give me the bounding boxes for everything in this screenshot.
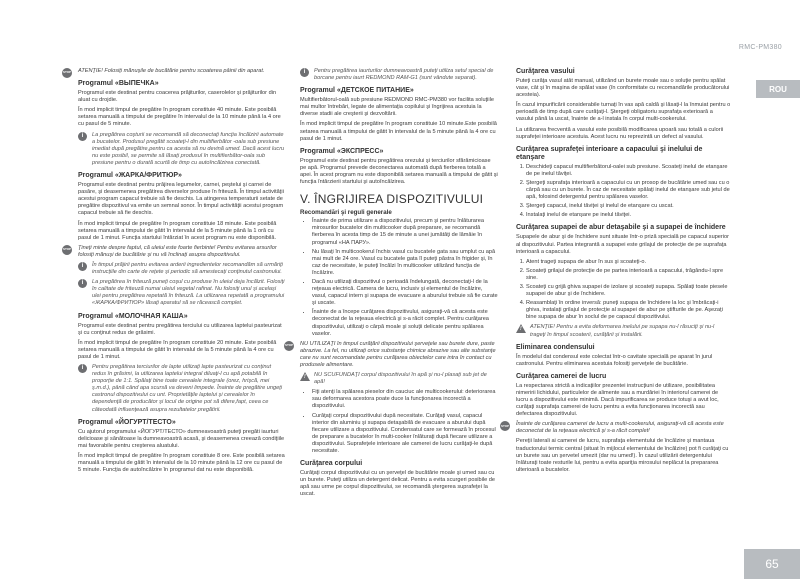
column-1 xyxy=(62,68,286,477)
heading: Programul «ВЫПЕЧКА» xyxy=(78,80,159,88)
warning-note xyxy=(284,340,498,369)
paragraph: Programul este destinat pentru coacerea prăjiturilor, caserolelor şi prăjiturilor din aluat cu drojdie. xyxy=(78,90,277,104)
paragraph: În mod implicit timpul de pregătire în program constituie 18 minute. Este posibilă setarea manuală a timpului de gătit în intervalul de la 5 minute până la 1 oră cu pasul de 1 minut. Funcţia startului întârziat în acest program nu este disponibilă. xyxy=(78,220,277,241)
numbered-list xyxy=(516,164,731,220)
heading: Programul «ДЕТСКОЕ ПИТАНИЕ» xyxy=(300,87,414,95)
paragraph: În mod implicit timpul de pregătire în program constituie 20 minute. Este posibilă setarea manuală a timpului de gătit în intervalul de la 5 minute până la 4 ore cu pasul de 1 minut. xyxy=(78,339,277,360)
heading: Curăţarea supapei de abur detaşabile şi a supapei de închidere xyxy=(516,224,726,232)
paragraph: Programul este destinat pentru prăjirea legumelor, carnei, peştelui şi carnei de pasăre, şi deasemenea pregătirea diverselor produse în friteuză. În timpul activităţii acestui program capacul trebuie să fie deschis. La atingerea temperaturii setate de pregătire dispozitivul va emite un semnal sonor. În timpul activităţii acestui program capacul trebuie să fie deschis. xyxy=(78,182,284,217)
list-item: 3. Scoateţi cu grijă ghiva supapei de izolare şi scoateţi supapa. Spălaţi toate piesele supapei de abur şi de închidere. xyxy=(526,284,731,298)
column-2 xyxy=(284,68,498,502)
info-note xyxy=(78,364,286,414)
note-text: Pentru pregătirea terciurilor de lapte utilizaţi lapte pasteurizat cu conţinut redus în grăsimi, la utilizarea laptelui integral diluaţi-l cu apă potabilă în proporţie de 1:1. Spălaţi bine toate cerealele integrale (orez, hrişcă, mei ş.m.d.), până când apa scursă va deveni limpede. Înainte de pregătire ungeţi castronul dispozitivului cu unt. Proprietăţile laptelui şi cerealelor în dependenţă de producător şi locul de origine pot să difere,fapt, ceea ce câteodată influenţează asupra rezultatelor pregătirii. xyxy=(92,364,282,413)
warning-note xyxy=(62,244,286,259)
heading: Curăţarea suprafeţei interioare a capacului şi inelului de etanşare xyxy=(516,145,703,161)
list-item: • Dacă nu utilizaţi dispozitivul o perioadă îndelungată, deconectaţi-l de la reţeaua electrică. Camera de lucru, inclusiv şi elementul de încălzire, vasul, capacul intern şi supapa de evacuare a aburului trebuie să fie curate şi uscate. xyxy=(312,279,498,307)
paragraph: În cazul impurificării considerabile turnaţi în vas apă caldă şi lăsaţi-l la înmuiat pentru o perioadă de timp după care curăţaţi-l. Ştergeţi obligatoriu suprafaţa exterioară a vasului până la uscat, înainte de a-l instala în corpul multi-cookerului. xyxy=(516,102,731,123)
model-label: RMC-PM380 xyxy=(738,44,782,51)
paragraph: Cu ajutorul programului «ЙОГУРТ/ТЕСТО» dumneavoastră puteţi pregăti iaurturi delicioase şi sănătoase la dumneavoastră acasă, şi deasemenea creează condiţiile mai favorabile pentru creşterea aluatului. xyxy=(78,428,285,449)
info-icon: i xyxy=(78,364,87,373)
list-item: 4. Reasamblaţi în ordine inversă: puneţi supapa de închidere la loc şi îmbrăcaţi-i ghiva, instalaţi grilajul de protecţie al supapei de abur pe ştifturile de pe. Aşezaţi bine supapa de abur în soclul de pe capacul dispozitivului. xyxy=(526,300,731,321)
list-item: • Înainte de a începe curăţarea dispozitivului, asiguraţi-vă că acesta este deconectat de la reţeaua electrică şi s-a răcit complet. Pentru curăţarea dispozitivului, utilizaţi o cârpă moale şi soluţii delicate pentru spălarea vaselor. xyxy=(312,309,498,337)
heading: Programul «ЙОГУРТ/ТЕСТО» xyxy=(78,418,176,426)
heading: Programul «МОЛОЧНАЯ КАША» xyxy=(78,312,188,320)
note-text: La pregătirea în friteuză puneţi coşul cu produse în uleiul deja încălzit. Folosiţi în calitate de friteuză numai uleiul vegetal rafinat. Nu folosiţi unul şi acelaşi ulei pentru pregătirea repetată în friteuză. La utilizarea repetată a programului «ЖАРКА/ФРИТЮР» lăsaţi aparatul să se răcească complet. xyxy=(92,279,285,307)
numbered-list xyxy=(516,259,731,322)
info-note xyxy=(78,279,286,307)
stop-icon: STOP xyxy=(62,245,72,255)
heading: Curăţarea vasului xyxy=(516,68,575,75)
page-number: 65 xyxy=(744,549,800,579)
info-icon: i xyxy=(78,279,87,288)
heading: Programul «ЭКСПРЕСС» xyxy=(300,147,384,155)
warning-text: NU UTILIZAŢI în timpul curăţării dispozitivului şerveţele sau burete dure, paste abrazive. La fel, nu utilizaţi orice substanţe chimice abrazive sau alte substanţe care nu sunt recomandate pentru curăţarea obiectelor care intra în contact cu produsele alimentare. xyxy=(300,340,496,368)
note-text: Pentru pregătirea iaurturilor dumneavoastră puteţi utiliza setul special de borcane pentru iaurt REDMOND RAM-G1 (sunt vândute separat). xyxy=(314,68,494,82)
paragraph: În mod implicit timpul de pregătire în program constituie 10 minute.Este posibilă setarea manuală a timpului de gătit în intervalul de la 5 minute până la 4 ore cu pasul de 1 minut. xyxy=(300,121,497,142)
list-item: 1. Deschideţi capacul multifierbătorul-oalei sub presiune. Scoateţi inelul de etanşare de pe inelul tăviţei. xyxy=(526,164,731,178)
heading: Curăţarea camerei de lucru xyxy=(516,372,607,380)
note-text: ATENŢIE! Pentru a evita deformarea inelului pe supapa nu-l răsuciţi şi nu-l trageţi în timpul scoaterii, curăţării şi instalării. xyxy=(530,324,715,338)
list-item: • Înainte de prima utilizare a dispozitivului, precum şi pentru înlăturarea mirosurilor bucatelor din multicooker după preparare, se recomandă fierberea în acesta timp de 15 de minute a unei jumătăţi de lămâie în programul «НА ПАРУ». xyxy=(312,218,498,246)
info-icon: i xyxy=(78,132,87,141)
stop-icon: STOP xyxy=(284,341,294,351)
heading: Eliminarea condensului xyxy=(516,343,595,351)
paragraph: Puteţi curăţa vasul atât manual, utilizând un burete moale sau o soluţie pentru spălat vase, cât şi în maşina de spălat vase (în conformitate cu recomandările producătorului acesteia). xyxy=(516,78,730,99)
paragraph: În mod implicit timpul de pregătire în program constituie 8 ore. Este posibilă setarea manuală a timpului de gătit în intervalul de la 10 minute până la 12 ore cu pasul de 5 minute. Funcţia de autoîncălzire în programul dat nu este disponibilă. xyxy=(78,452,285,474)
section-title: V. ÎNGRIJIREA DISPOZITIVULUI xyxy=(300,192,484,207)
list-item: • Nu lăsaţi în multicookerul închis vasul cu bucatele gata sau umplut cu apă mai mult de 24 ore. Vasul cu bucatele gata îl puteţi păstra în frigider şi, în caz de necesitate, le puteţi încălzi în multicooker utilizând funcţia de încălzire. xyxy=(312,249,498,277)
list-item: 3. Ştergeţi capacul, inelul tăviţei şi inelul de etanşare cu uscat. xyxy=(526,203,731,210)
heading: Programul «ЖАРКА/ФРИТЮР» xyxy=(78,172,182,180)
bullet-list xyxy=(300,218,498,338)
paragraph: Multifierbătorul-oală sub presiune REDMOND RMC-PM380 vor facilita soluţiile mai multor întrebări, legate de alimentaţia copilului şi îngrijirea acestuia la diverse stadii ale creşterii şi dezvoltării. xyxy=(300,97,494,118)
list-item: • Curăţaţi corpul dispozitivului după necesitate. Curăţaţi vasul, capacul interior din aluminiu şi supapa detaşabilă de evacuare a aburului după fiecare utilizare a dispozitivului. Condensatul care se formează în procesul de preparare a bucatelor în multi-cooker înlăturaţi după fiecare utilizare a dispozitivului. Suprafeţele interioare ale camerei de lucru curăţaţi-le după necesitate. xyxy=(312,413,498,456)
paragraph: Supapele de abur şi de închidere sunt situate într-o priză specială pe capacul superior al dispozitivului. Partea integrantă a supapei este grilajul de protecţie de pe suprafaţa interioară a capacului. xyxy=(516,234,730,255)
warning-triangle-icon: ! xyxy=(300,372,310,381)
warning-text: Înainte de curăţarea camerei de lucru a multi-cookerului, asiguraţi-vă că acesta este deconectat de la reţeaua electrică şi s-a răcit complet! xyxy=(516,421,724,435)
list-item: 2. Scoateţi grilajul de protecţie de pe partea interioară a capacului, trăgându-l spre sine. xyxy=(526,268,731,282)
info-icon: i xyxy=(78,262,87,271)
list-item: • Fiţi atenţi la spălarea pieselor din cauciuc ale multicookerului: deteriorarea sau deformarea acestora poate duce la funcţionarea incorectă a dispozitivului. xyxy=(312,389,498,410)
paragraph: Programul este destinat pentru pregătirea orezului şi terciurilor sfărâmicioase pe apă. Programul prevede deconectarea automată după fierberea totală a apei. În acest program nu este disponibilă setarea manuală a timpului de gătit şi funcţia întârzierii startului şi autoîncălzirea. xyxy=(300,157,498,186)
info-note xyxy=(78,262,286,276)
warning-text: ATENŢIE! Folosiţi mănuşile de bucătărie pentru scoaterea pâinii din aparat. xyxy=(78,68,265,74)
paragraph: Curăţaţi corpul dispozitivului cu un şerveţel de bucătărie moale şi umed sau cu un burete. Puteţi utiliza un detergent delicat. Pentru a evita scurgeri posibile de apă sau urme pe corpul dispozitivului, se recomandă ştergerea suprafeţei la uscat. xyxy=(300,470,495,498)
warning-triangle-icon: ! xyxy=(516,324,526,333)
note-text: NU SCUFUNDAŢI corpul dispozitivului în apă şi nu-l plasaţi sub jet de apă! xyxy=(314,372,487,386)
list-item: 4. Instalaţi inelul de etanşare pe inelul tăviţei. xyxy=(526,212,731,219)
note-text: În timpul prăjirii pentru evitarea arderii ingredientelor recomandăm să urmăriţi instrucţiile din carte de reţete şi periodic să amestecaţi conţinutul castronului. xyxy=(92,261,283,276)
warning-note xyxy=(62,68,286,75)
info-note xyxy=(300,68,498,82)
stop-icon: STOP xyxy=(62,68,72,78)
bullet-list xyxy=(300,389,498,455)
warning-text: Ţineţi minte despre faptul, că uleiul este foarte fierbinte! Pentru evitarea arsurilor folosiţi mănuşi de bucătărie şi nu vă înclinaţi asupra dispozitivului. xyxy=(78,244,277,258)
stop-icon: STOP xyxy=(500,421,510,431)
list-item: 1. Atent trageţi supapa de abur în sus şi scoateţi-o. xyxy=(526,259,731,266)
info-icon: i xyxy=(300,68,309,77)
column-3 xyxy=(500,68,731,477)
warning-note xyxy=(500,421,731,435)
heading: Curăţarea corpului xyxy=(300,460,363,468)
language-tab: ROU xyxy=(756,80,800,98)
warning-triangle-note xyxy=(300,372,498,386)
paragraph: Programul este destinat pentru pregătirea terciului cu utilizarea laptelui pasteurizat şi cu conţinut redus de grăsimi. xyxy=(78,322,282,336)
paragraph: În modelul dat condensul este colectat într-o cavitate specială pe aparat în jurul castronului. Pentru eliminarea acestuia folosiţi şerveţele de bucătărie. xyxy=(516,353,713,367)
warning-triangle-note xyxy=(516,324,731,338)
paragraph: La respectarea strictă a indicaţiilor prezentei instrucţiuni de utilizare, posibilitatea nimeririi lichidului, particulelor de alimente sau a murdăriei în interiorul camerei de lucru a dispozitivului este minimă. Dacă impurificarea se produce totuşi a avut loc, curăţaţi suprafaţa camerei de lucru pentru a evita funcţionarea incorectă sau defectarea dispozitivului. xyxy=(516,382,719,418)
list-item: 2. Ştergeţi suprafaţa interioară a capacului cu un prosop de bucătărie umed sau cu o cârpă sau cu un burete. În caz de necesitate spălaţi inelul de etanşare sub jetul de apă, folosind detergentul pentru spălarea vaselor. xyxy=(526,180,731,201)
paragraph: La utilizarea frecventă a vasului este posibilă modificarea upoară sau totală a culorii suprafeţei interioare acestuia. Acest lucru nu reprezintă un defect al vasului. xyxy=(516,126,724,140)
note-text: La pregătirea coşturii se recomandă să deconectaţi funcţia încălzirii automate a bucatelor. Produsul pregătit scoateţi-l din multifierbător -oala sub presiune imediat după pregătire,pentru ca acesta să nu devină umed. Dacă acest lucru nu este posibil, se permite să lăsaţi produsul în multifierbător-oala sub presiune pentru o durată scurtă de timp cu autoîncălzirea conectată. xyxy=(92,131,285,166)
info-note xyxy=(78,132,286,167)
paragraph: În mod implicit timpul de pregătire în program constituie 40 minute. Este posibilă setarea manuală a timpului de pregătire în intervalul de la 10 minute până la 4 ore cu pasul de 5 minute. xyxy=(78,107,281,128)
subheading: Recomandări şi reguli generale xyxy=(300,209,392,217)
paragraph: Pereţii laterali ai camerei de lucru, suprafaţa elementului de încălzire şi mantaua traductorului termic central (situat în mijlocul elementului de încălzire) pot fi curăţaţi cu un burete sau un şervetel umezit (dar nu umed!). În cazul utilizării detergentului înlăturaţi toate resturile lui, pentru a evita apariţia mirosului neplăcut la prepararea ulterioară a bucatelor. xyxy=(516,438,729,473)
